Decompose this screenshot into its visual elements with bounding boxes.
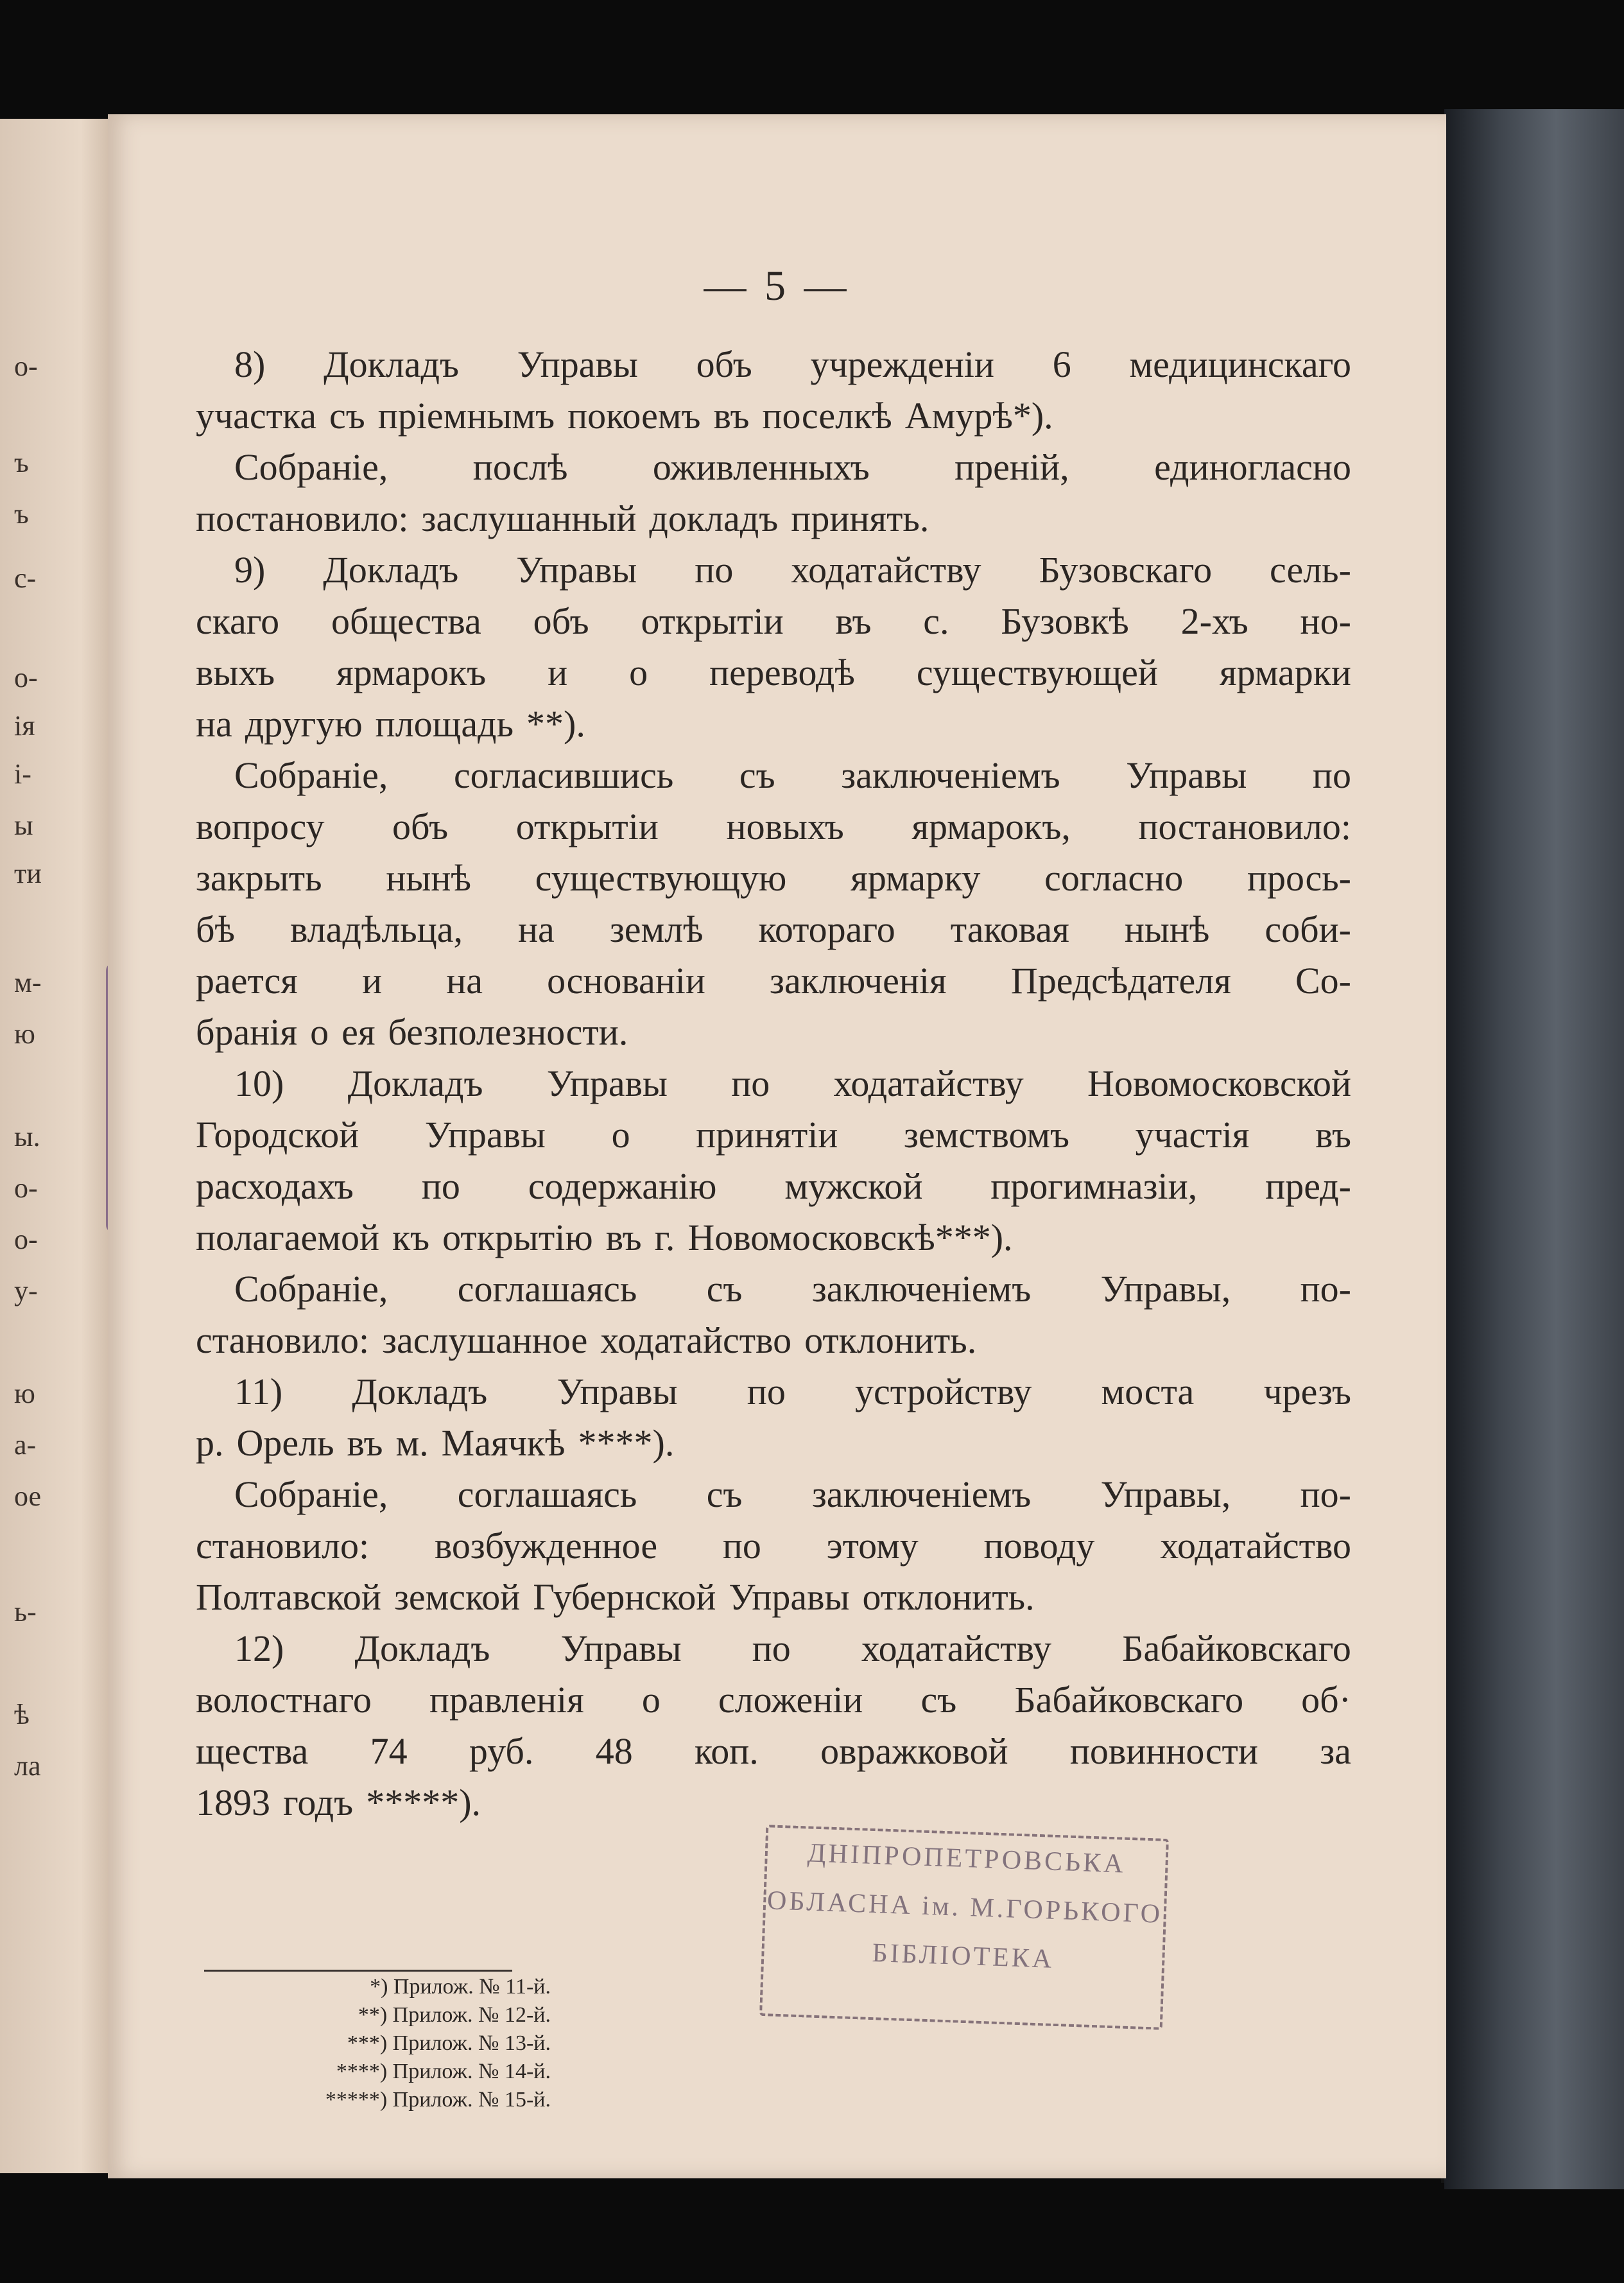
text-line: расходахъ по содержанію мужской прогимназіи, пред- <box>196 1165 1351 1207</box>
footnote: ***) Прилож. № 13-й. <box>347 2031 551 2055</box>
stamp-line: ДНІПРОПЕТРОВСЬКА <box>807 1838 1127 1879</box>
body-text <box>196 339 1351 1828</box>
book-page <box>108 114 1446 2178</box>
text-line: становило: заслушанное ходатайство отклонить. <box>196 1319 977 1361</box>
text-line: волостнаго правленія о сложеніи съ Бабайковскаго об· <box>196 1679 1351 1721</box>
text-line: полагаемой къ открытію въ г. Новомосковскѣ***). <box>196 1217 1013 1258</box>
text-line: становило: возбужденное по этому поводу ходатайство <box>196 1525 1351 1567</box>
text-line: 12) Докладъ Управы по ходатайству Бабайковскаго <box>234 1628 1351 1669</box>
left-page-text: ю <box>14 1378 35 1409</box>
left-page-text: а- <box>14 1429 37 1461</box>
left-page-fragment <box>0 119 116 2173</box>
text-line: 9) Докладъ Управы по ходатайству Бузовскаго сель- <box>234 549 1351 591</box>
left-page-text: ти <box>14 858 42 889</box>
text-line: Собраніе, соглашаясь съ заключеніемъ Управы, по- <box>234 1473 1351 1515</box>
footnote: *****) Прилож. № 15-й. <box>325 2088 551 2112</box>
left-page-text: с- <box>14 562 37 594</box>
left-page-text: ы <box>14 810 33 841</box>
left-page-text: ь- <box>14 1596 37 1628</box>
text-line: щества 74 руб. 48 коп. овражковой повинности за <box>196 1730 1351 1772</box>
text-line: участка съ пріемнымъ покоемъ въ поселкѣ Амурѣ*). <box>196 395 1053 437</box>
stamp-line: БІБЛІОТЕКА <box>871 1938 1055 1974</box>
footnote: **) Прилож. № 12-й. <box>358 2003 551 2027</box>
footnote: *) Прилож. № 11-й. <box>370 1975 551 1999</box>
text-line: бранія о ея безполезности. <box>196 1011 628 1053</box>
left-page-text: у- <box>14 1275 38 1306</box>
footnote: ****) Прилож. № 14-й. <box>336 2060 551 2083</box>
text-line: скаго общества объ открытіи въ с. Бузовкѣ 2-хъ но- <box>196 600 1351 642</box>
text-line: Собраніе, соглашаясь съ заключеніемъ Управы, по- <box>234 1268 1351 1310</box>
text-line: 1893 годъ *****). <box>196 1782 481 1823</box>
page-number: — 5 — <box>704 263 851 309</box>
text-line: постановило: заслушанный докладъ принять. <box>196 498 929 539</box>
text-line: Полтавской земской Губернской Управы отклонить. <box>196 1576 1035 1618</box>
text-line: Собраніе, согласившись съ заключеніемъ Управы по <box>234 754 1351 796</box>
text-line: Собраніе, послѣ оживленныхъ преній, единогласно <box>234 446 1351 488</box>
left-page-text: ы. <box>14 1121 40 1152</box>
text-line: р. Орель въ м. Маячкѣ ****). <box>196 1422 675 1464</box>
text-line: выхъ ярмарокъ и о переводѣ существующей ярмарки <box>196 652 1351 693</box>
left-page-text: ъ <box>14 447 29 478</box>
left-page-text: о- <box>14 1224 38 1255</box>
left-page-text: ѣ <box>14 1699 30 1730</box>
left-page-text: м- <box>14 967 42 998</box>
left-page-text: ю <box>14 1018 35 1050</box>
left-page-text: і- <box>14 758 31 790</box>
left-page-text: о- <box>14 1172 38 1204</box>
text-line: вопросу объ открытіи новыхъ ярмарокъ, постановило: <box>196 806 1351 847</box>
left-page-text: ое <box>14 1480 42 1512</box>
text-line: 11) Докладъ Управы по устройству моста чрезъ <box>234 1371 1351 1412</box>
text-line: на другую площадь **). <box>196 703 585 745</box>
text-line: Городской Управы о принятіи земствомъ участія въ <box>196 1114 1351 1156</box>
text-line: 10) Докладъ Управы по ходатайству Новомосковской <box>234 1063 1351 1104</box>
left-page-text: ія <box>14 710 35 742</box>
footnotes <box>204 1973 564 2114</box>
book-cover <box>1444 109 1624 2189</box>
left-page-text: о- <box>14 662 38 693</box>
library-stamp <box>759 1825 1169 2030</box>
text-line: рается и на основаніи заключенія Предсѣдателя Со- <box>196 960 1351 1002</box>
left-page-text: ла <box>14 1750 41 1782</box>
left-page-text: ъ <box>14 498 29 530</box>
left-page-text: о- <box>14 351 38 382</box>
text-line: 8) Докладъ Управы объ учрежденіи 6 медицинскаго <box>234 343 1351 385</box>
footnote-rule <box>204 1970 512 1972</box>
text-line: закрыть нынѣ существующую ярмарку согласно прось- <box>196 857 1351 899</box>
text-line: бѣ владѣльца, на землѣ котораго таковая нынѣ соби- <box>196 908 1351 950</box>
stamp-line: ОБЛАСНА ім. М.ГОРЬКОГО <box>766 1886 1163 1929</box>
